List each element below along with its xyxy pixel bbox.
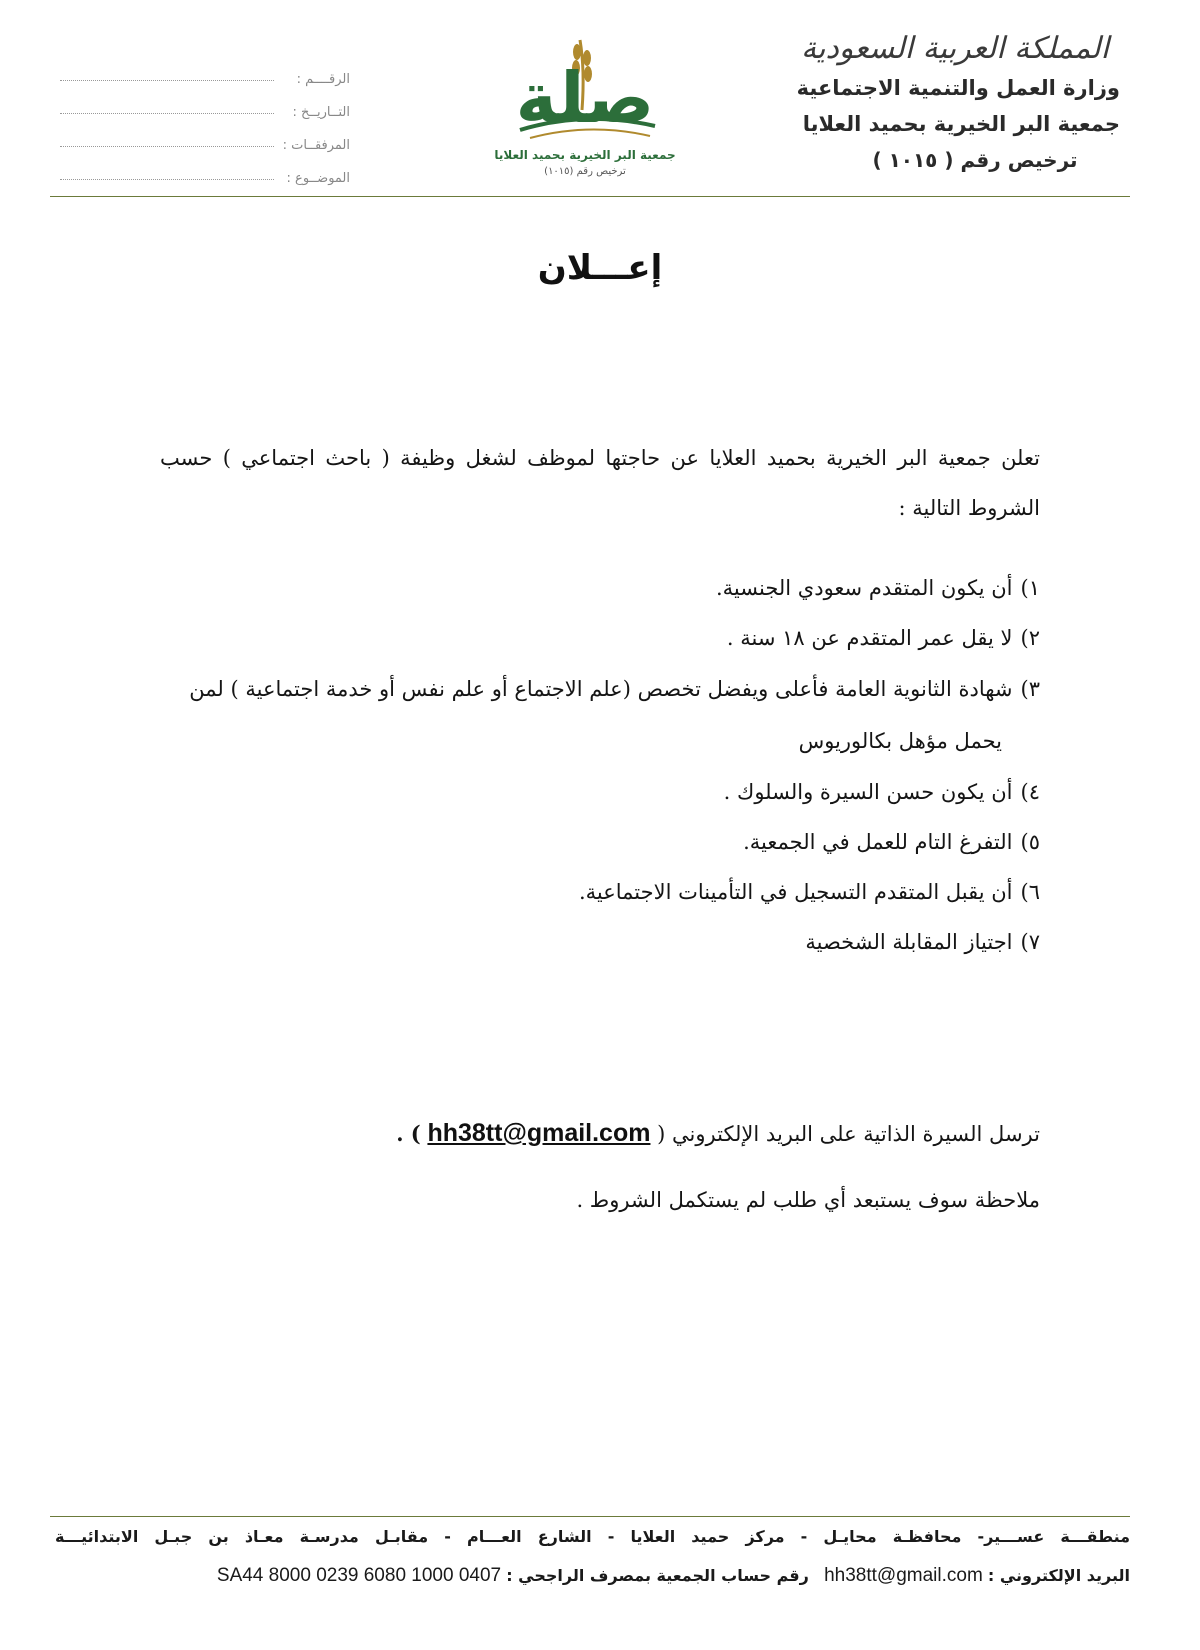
item-number: ٤): [1020, 780, 1040, 804]
meta-line: [60, 178, 274, 180]
logo-subtitle: جمعية البر الخيرية بحميد العلايا: [494, 148, 676, 162]
item-number: ٥): [1020, 830, 1040, 854]
note-text: ملاحظة سوف يستبعد أي طلب لم يستكمل الشروط .: [576, 1188, 1040, 1212]
item-number: ٧): [1020, 930, 1040, 954]
association-name: جمعية البر الخيرية بحميد العلايا: [802, 112, 1120, 136]
cv-email-instruction: [160, 1108, 1040, 1159]
footer-email[interactable]: hh38tt@gmail.com: [824, 1565, 983, 1586]
list-item: [160, 917, 1040, 967]
logo-text: صلة: [515, 57, 655, 139]
meta-label: الرقــــم :: [296, 72, 350, 87]
email-link[interactable]: hh38tt@gmail.com: [427, 1119, 651, 1147]
meta-line: [60, 79, 274, 81]
footer-divider: [50, 1516, 1130, 1517]
footer-contact: [55, 1565, 1130, 1587]
email-suffix: ) .: [396, 1121, 421, 1146]
item-continuation: يحمل مؤهل بكالوريوس: [798, 729, 1002, 753]
meta-label: الموضــوع :: [286, 171, 350, 186]
item-number: ١): [1020, 576, 1040, 600]
license-number: ترخيص رقم ( ١٠١٥ ): [872, 148, 1078, 172]
announcement-intro: تعلن جمعية البر الخيرية بحميد العلايا عن حاجتها لموظف لشغل وظيفة ( باحث اجتماعي ) حسب الشروط التالية :: [160, 446, 1040, 520]
item-text: أن يكون المتقدم سعودي الجنسية.: [715, 576, 1013, 600]
logo-license: ترخيص رقم (١٠١٥): [544, 166, 626, 177]
letterhead-right: [790, 28, 1120, 178]
association-logo: [490, 30, 680, 190]
list-item: [160, 867, 1040, 917]
footer-account-label: رقم حساب الجمعية بمصرف الراجحي :: [506, 1566, 809, 1585]
wheat-icon: [490, 30, 680, 150]
email-prefix: ترسل السيرة الذاتية على البريد الإلكتروني (: [657, 1122, 1040, 1146]
item-text: أن يقبل المتقدم التسجيل في التأمينات الاجتماعية.: [578, 880, 1013, 904]
meta-line: [60, 112, 274, 114]
meta-line: [60, 145, 274, 147]
announcement-title: إعـــلان: [537, 248, 663, 288]
kingdom-name: المملكة العربية السعودية: [801, 31, 1109, 66]
meta-subject: [60, 153, 350, 186]
footer-address: منطقـــة عســـير- محافظـة محايـل - مركز حميد العلايا - الشارع العـــام - مقابـل مدرسـة معـاذ بن جبـل الابتدائيـــة: [55, 1527, 1130, 1546]
footer-iban: SA44 8000 0239 6080 1000 0407: [216, 1565, 502, 1586]
header-divider: [50, 196, 1130, 197]
ministry-name: وزارة العمل والتنمية الاجتماعية: [796, 76, 1120, 100]
meta-number: [60, 54, 350, 87]
list-item: [160, 613, 1040, 663]
item-text: لا يقل عمر المتقدم عن ١٨ سنة .: [726, 626, 1013, 650]
item-text: أن يكون حسن السيرة والسلوك .: [723, 780, 1013, 804]
item-text: شهادة الثانوية العامة فأعلى ويفضل تخصص (علم الاجتماع أو علم نفس أو خدمة اجتماعية ) لمن: [189, 677, 1013, 701]
item-number: ٢): [1020, 626, 1040, 650]
meta-date: [60, 87, 350, 120]
meta-label: المرفقــات :: [282, 138, 350, 153]
list-item: [160, 817, 1040, 867]
item-text: التفرغ التام للعمل في الجمعية.: [743, 830, 1013, 854]
letter-meta: [60, 54, 350, 186]
meta-attachments: [60, 120, 350, 153]
list-item: [160, 663, 1040, 767]
item-number: ٦): [1020, 880, 1040, 904]
conditions-list: [160, 563, 1040, 967]
item-number: ٣): [1020, 677, 1040, 701]
meta-label: التــاريــخ :: [292, 105, 350, 120]
footer-email-label: البريد الإلكتروني :: [987, 1566, 1130, 1585]
item-text: اجتياز المقابلة الشخصية: [805, 930, 1013, 954]
list-item: [160, 563, 1040, 613]
list-item: [160, 767, 1040, 817]
